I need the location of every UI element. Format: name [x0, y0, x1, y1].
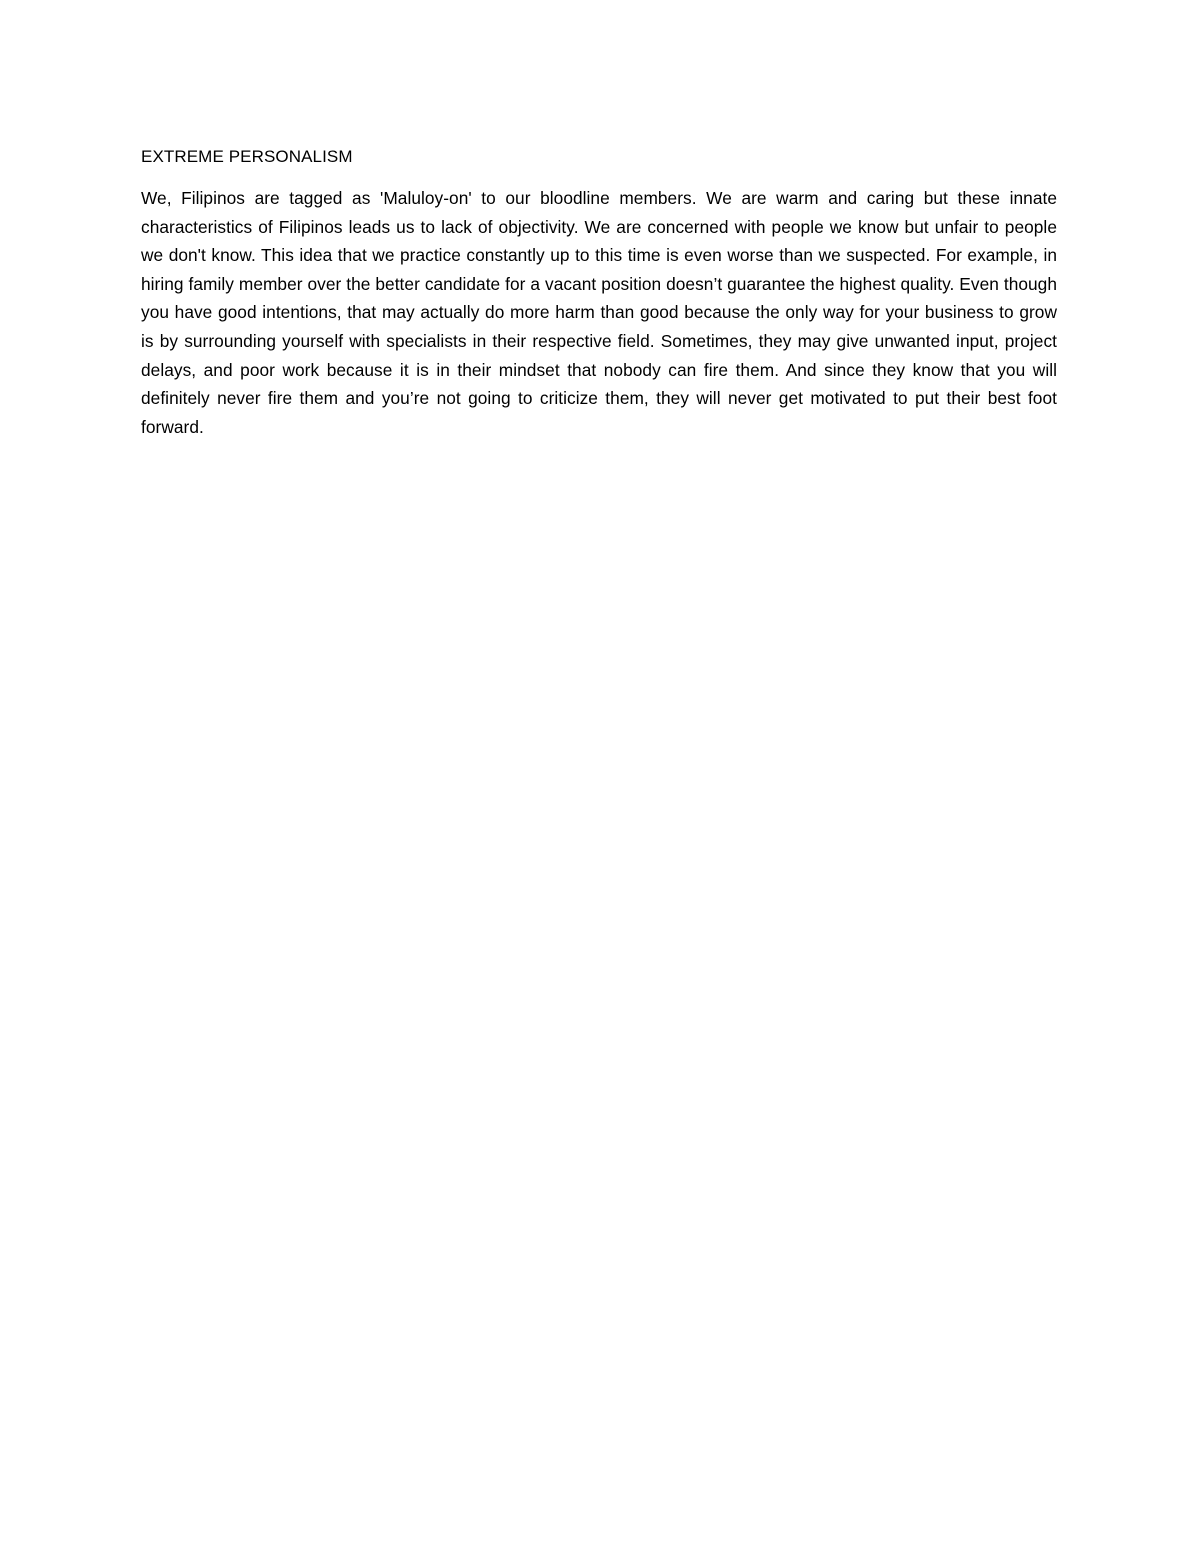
document-paragraph: We, Filipinos are tagged as 'Maluloy-on' to our bloodline members. We are warm and caring but these innate characteristics of Filipinos leads us to lack of objectivity. We are concerned with people we know but unfair to people we don't know. This idea that we practice constantly up to this time is even worse than we suspected. For example, in hiring family member over the better candidate for a vacant position doesn’t guarantee the highest quality. Even though you have good intentions, that may actually do more harm than good because the only way for your business to grow is by surrounding yourself with specialists in their respective field. Sometimes, they may give unwanted input, project delays, and poor work because it is in their mindset that nobody can fire them. And since they know that you will definitely never fire them and you’re not going to criticize them, they will never get motivated to put their best foot forward.: [141, 188, 1057, 437]
document-title: EXTREME PERSONALISM: [141, 147, 353, 166]
document-content: [141, 144, 1057, 441]
